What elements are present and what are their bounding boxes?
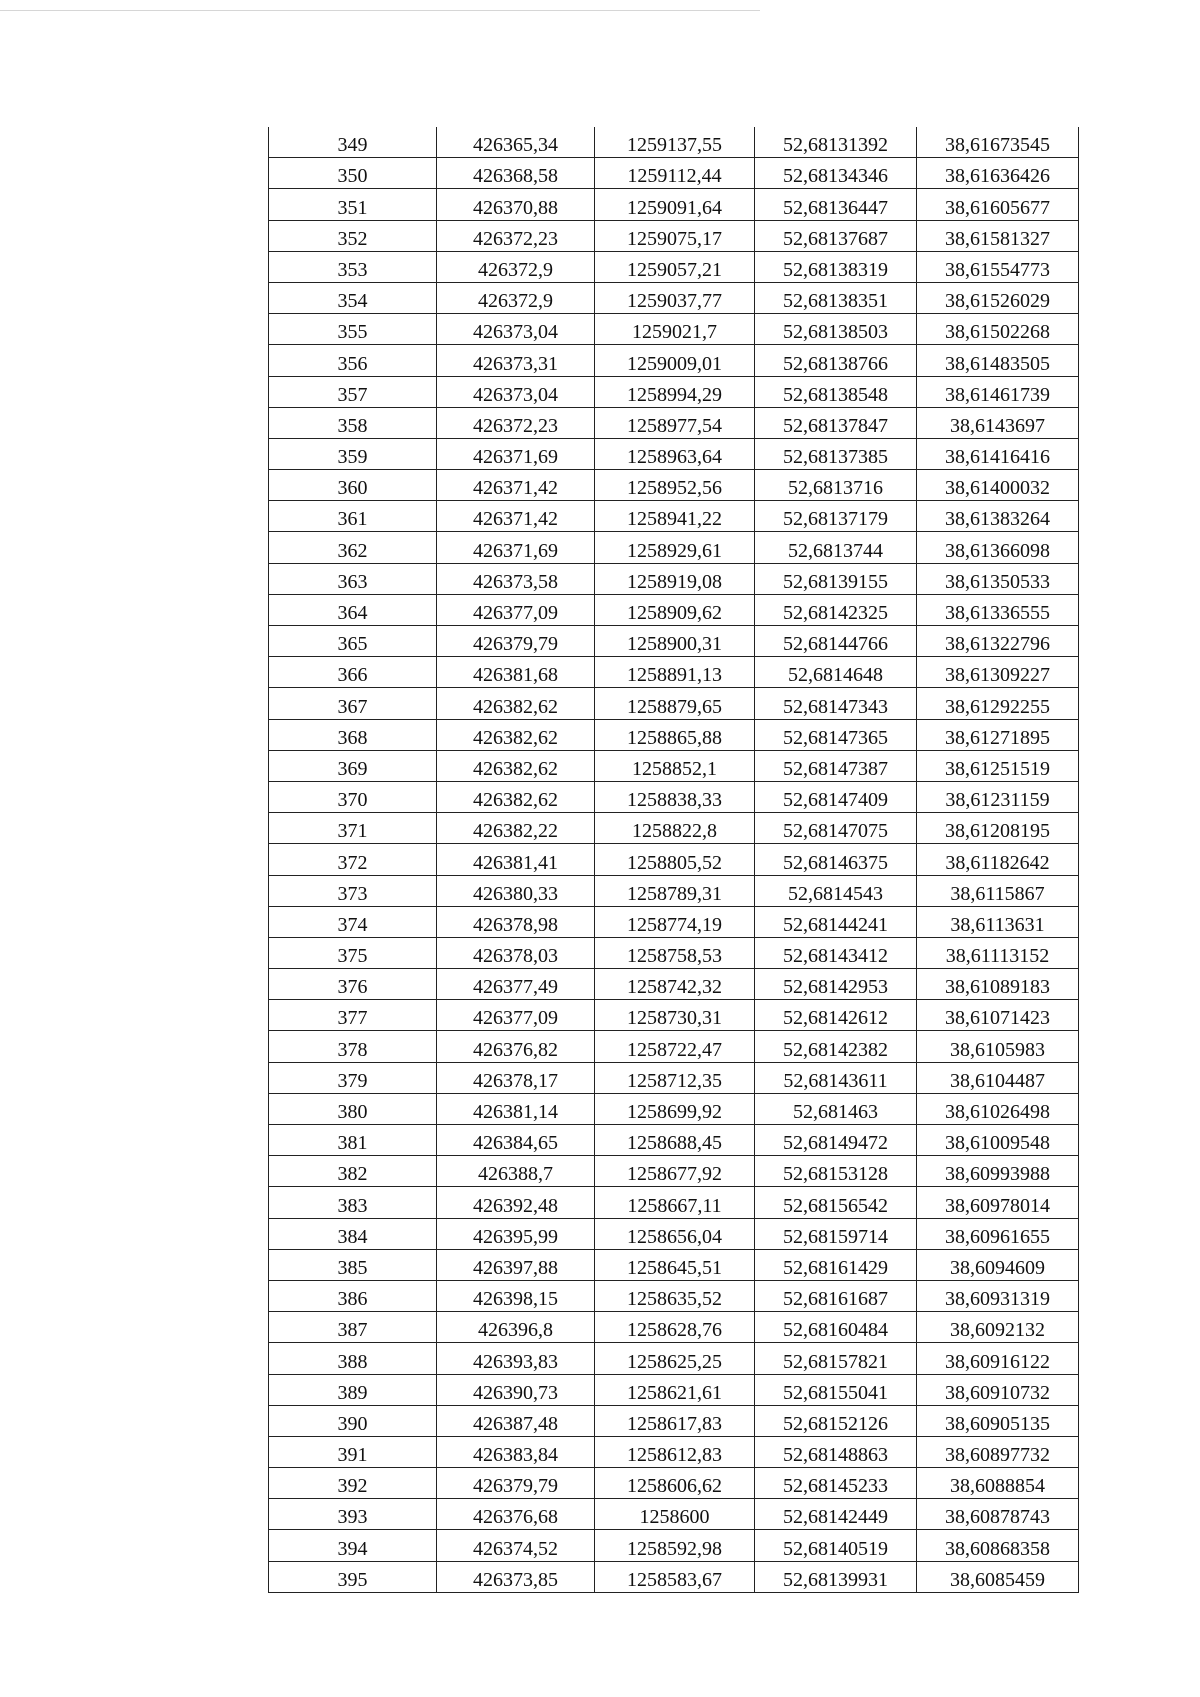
point-number-cell: 394 <box>269 1530 437 1561</box>
x-coordinate-cell: 426371,42 <box>437 501 595 532</box>
x-coordinate-cell: 426376,68 <box>437 1499 595 1530</box>
latitude-cell: 52,68147387 <box>755 750 917 781</box>
y-coordinate-cell: 1258909,62 <box>595 594 755 625</box>
longitude-cell: 38,61113152 <box>917 937 1079 968</box>
longitude-cell: 38,61350533 <box>917 563 1079 594</box>
latitude-cell: 52,68137179 <box>755 501 917 532</box>
x-coordinate-cell: 426376,82 <box>437 1031 595 1062</box>
y-coordinate-cell: 1258929,61 <box>595 532 755 563</box>
y-coordinate-cell: 1258977,54 <box>595 407 755 438</box>
coordinates-table-body <box>269 127 1079 1592</box>
x-coordinate-cell: 426395,99 <box>437 1218 595 1249</box>
longitude-cell: 38,61400032 <box>917 470 1079 501</box>
table-row <box>269 750 1079 781</box>
y-coordinate-cell: 1258628,76 <box>595 1312 755 1343</box>
latitude-cell: 52,68142449 <box>755 1499 917 1530</box>
table-row <box>269 1468 1079 1499</box>
table-row <box>269 220 1079 251</box>
point-number-cell: 357 <box>269 376 437 407</box>
y-coordinate-cell: 1258865,88 <box>595 719 755 750</box>
point-number-cell: 386 <box>269 1280 437 1311</box>
point-number-cell: 371 <box>269 813 437 844</box>
point-number-cell: 378 <box>269 1031 437 1062</box>
table-row <box>269 844 1079 875</box>
longitude-cell: 38,6088854 <box>917 1468 1079 1499</box>
x-coordinate-cell: 426365,34 <box>437 127 595 158</box>
longitude-cell: 38,6104487 <box>917 1062 1079 1093</box>
point-number-cell: 381 <box>269 1125 437 1156</box>
coordinates-table-container <box>268 127 1078 1593</box>
latitude-cell: 52,68142325 <box>755 594 917 625</box>
y-coordinate-cell: 1258656,04 <box>595 1218 755 1249</box>
x-coordinate-cell: 426393,83 <box>437 1343 595 1374</box>
y-coordinate-cell: 1258730,31 <box>595 1000 755 1031</box>
x-coordinate-cell: 426379,79 <box>437 626 595 657</box>
point-number-cell: 351 <box>269 189 437 220</box>
y-coordinate-cell: 1258621,61 <box>595 1374 755 1405</box>
longitude-cell: 38,61026498 <box>917 1093 1079 1124</box>
latitude-cell: 52,68138351 <box>755 282 917 313</box>
latitude-cell: 52,68145233 <box>755 1468 917 1499</box>
table-row <box>269 1530 1079 1561</box>
point-number-cell: 361 <box>269 501 437 532</box>
x-coordinate-cell: 426371,42 <box>437 470 595 501</box>
longitude-cell: 38,61208195 <box>917 813 1079 844</box>
point-number-cell: 360 <box>269 470 437 501</box>
y-coordinate-cell: 1258712,35 <box>595 1062 755 1093</box>
table-row <box>269 532 1079 563</box>
x-coordinate-cell: 426382,62 <box>437 688 595 719</box>
longitude-cell: 38,6105983 <box>917 1031 1079 1062</box>
y-coordinate-cell: 1259137,55 <box>595 127 755 158</box>
longitude-cell: 38,61231159 <box>917 781 1079 812</box>
latitude-cell: 52,68156542 <box>755 1187 917 1218</box>
point-number-cell: 389 <box>269 1374 437 1405</box>
latitude-cell: 52,68131392 <box>755 127 917 158</box>
x-coordinate-cell: 426380,33 <box>437 875 595 906</box>
x-coordinate-cell: 426377,49 <box>437 969 595 1000</box>
longitude-cell: 38,61366098 <box>917 532 1079 563</box>
x-coordinate-cell: 426381,68 <box>437 657 595 688</box>
point-number-cell: 380 <box>269 1093 437 1124</box>
y-coordinate-cell: 1258758,53 <box>595 937 755 968</box>
latitude-cell: 52,68143412 <box>755 937 917 968</box>
point-number-cell: 364 <box>269 594 437 625</box>
longitude-cell: 38,61009548 <box>917 1125 1079 1156</box>
point-number-cell: 352 <box>269 220 437 251</box>
y-coordinate-cell: 1258612,83 <box>595 1436 755 1467</box>
longitude-cell: 38,61502268 <box>917 314 1079 345</box>
longitude-cell: 38,61182642 <box>917 844 1079 875</box>
longitude-cell: 38,61322796 <box>917 626 1079 657</box>
latitude-cell: 52,68157821 <box>755 1343 917 1374</box>
x-coordinate-cell: 426378,98 <box>437 906 595 937</box>
point-number-cell: 375 <box>269 937 437 968</box>
table-row <box>269 937 1079 968</box>
y-coordinate-cell: 1258600 <box>595 1499 755 1530</box>
point-number-cell: 350 <box>269 158 437 189</box>
x-coordinate-cell: 426382,62 <box>437 750 595 781</box>
latitude-cell: 52,6813744 <box>755 532 917 563</box>
x-coordinate-cell: 426373,04 <box>437 314 595 345</box>
table-row <box>269 1280 1079 1311</box>
point-number-cell: 376 <box>269 969 437 1000</box>
point-number-cell: 359 <box>269 438 437 469</box>
latitude-cell: 52,68138503 <box>755 314 917 345</box>
table-row <box>269 501 1079 532</box>
latitude-cell: 52,68161429 <box>755 1249 917 1280</box>
x-coordinate-cell: 426377,09 <box>437 594 595 625</box>
point-number-cell: 384 <box>269 1218 437 1249</box>
x-coordinate-cell: 426383,84 <box>437 1436 595 1467</box>
latitude-cell: 52,68147343 <box>755 688 917 719</box>
y-coordinate-cell: 1258919,08 <box>595 563 755 594</box>
latitude-cell: 52,68137847 <box>755 407 917 438</box>
y-coordinate-cell: 1258952,56 <box>595 470 755 501</box>
y-coordinate-cell: 1258789,31 <box>595 875 755 906</box>
y-coordinate-cell: 1259112,44 <box>595 158 755 189</box>
table-row <box>269 906 1079 937</box>
point-number-cell: 366 <box>269 657 437 688</box>
x-coordinate-cell: 426374,52 <box>437 1530 595 1561</box>
table-row <box>269 376 1079 407</box>
table-row <box>269 626 1079 657</box>
x-coordinate-cell: 426373,04 <box>437 376 595 407</box>
latitude-cell: 52,68149472 <box>755 1125 917 1156</box>
x-coordinate-cell: 426373,31 <box>437 345 595 376</box>
longitude-cell: 38,61636426 <box>917 158 1079 189</box>
point-number-cell: 373 <box>269 875 437 906</box>
point-number-cell: 388 <box>269 1343 437 1374</box>
longitude-cell: 38,61673545 <box>917 127 1079 158</box>
point-number-cell: 391 <box>269 1436 437 1467</box>
table-row <box>269 251 1079 282</box>
latitude-cell: 52,68139155 <box>755 563 917 594</box>
latitude-cell: 52,6814543 <box>755 875 917 906</box>
table-row <box>269 875 1079 906</box>
table-row <box>269 563 1079 594</box>
table-row <box>269 1062 1079 1093</box>
longitude-cell: 38,60878743 <box>917 1499 1079 1530</box>
longitude-cell: 38,61292255 <box>917 688 1079 719</box>
table-row <box>269 1125 1079 1156</box>
longitude-cell: 38,61483505 <box>917 345 1079 376</box>
coordinates-table <box>268 127 1079 1593</box>
table-row <box>269 189 1079 220</box>
x-coordinate-cell: 426381,41 <box>437 844 595 875</box>
table-row <box>269 813 1079 844</box>
point-number-cell: 383 <box>269 1187 437 1218</box>
x-coordinate-cell: 426368,58 <box>437 158 595 189</box>
longitude-cell: 38,61461739 <box>917 376 1079 407</box>
x-coordinate-cell: 426382,62 <box>437 719 595 750</box>
y-coordinate-cell: 1258583,67 <box>595 1561 755 1592</box>
latitude-cell: 52,68159714 <box>755 1218 917 1249</box>
y-coordinate-cell: 1258667,11 <box>595 1187 755 1218</box>
x-coordinate-cell: 426378,17 <box>437 1062 595 1093</box>
table-row <box>269 1405 1079 1436</box>
latitude-cell: 52,68144766 <box>755 626 917 657</box>
point-number-cell: 372 <box>269 844 437 875</box>
y-coordinate-cell: 1258838,33 <box>595 781 755 812</box>
x-coordinate-cell: 426373,85 <box>437 1561 595 1592</box>
latitude-cell: 52,6813716 <box>755 470 917 501</box>
x-coordinate-cell: 426390,73 <box>437 1374 595 1405</box>
table-row <box>269 1436 1079 1467</box>
point-number-cell: 354 <box>269 282 437 313</box>
table-row <box>269 407 1079 438</box>
longitude-cell: 38,6094609 <box>917 1249 1079 1280</box>
point-number-cell: 369 <box>269 750 437 781</box>
point-number-cell: 379 <box>269 1062 437 1093</box>
x-coordinate-cell: 426371,69 <box>437 532 595 563</box>
latitude-cell: 52,68134346 <box>755 158 917 189</box>
longitude-cell: 38,60905135 <box>917 1405 1079 1436</box>
table-row <box>269 1499 1079 1530</box>
table-row <box>269 127 1079 158</box>
scan-edge-line <box>0 10 760 11</box>
x-coordinate-cell: 426378,03 <box>437 937 595 968</box>
latitude-cell: 52,68153128 <box>755 1156 917 1187</box>
latitude-cell: 52,68142612 <box>755 1000 917 1031</box>
latitude-cell: 52,68137687 <box>755 220 917 251</box>
x-coordinate-cell: 426396,8 <box>437 1312 595 1343</box>
longitude-cell: 38,61383264 <box>917 501 1079 532</box>
y-coordinate-cell: 1258617,83 <box>595 1405 755 1436</box>
point-number-cell: 385 <box>269 1249 437 1280</box>
point-number-cell: 358 <box>269 407 437 438</box>
point-number-cell: 363 <box>269 563 437 594</box>
table-row <box>269 719 1079 750</box>
longitude-cell: 38,60993988 <box>917 1156 1079 1187</box>
latitude-cell: 52,68142382 <box>755 1031 917 1062</box>
latitude-cell: 52,6814648 <box>755 657 917 688</box>
table-row <box>269 1218 1079 1249</box>
x-coordinate-cell: 426372,23 <box>437 220 595 251</box>
y-coordinate-cell: 1258963,64 <box>595 438 755 469</box>
longitude-cell: 38,61605677 <box>917 189 1079 220</box>
point-number-cell: 349 <box>269 127 437 158</box>
longitude-cell: 38,60910732 <box>917 1374 1079 1405</box>
point-number-cell: 370 <box>269 781 437 812</box>
table-row <box>269 1249 1079 1280</box>
y-coordinate-cell: 1258625,25 <box>595 1343 755 1374</box>
x-coordinate-cell: 426370,88 <box>437 189 595 220</box>
latitude-cell: 52,68161687 <box>755 1280 917 1311</box>
point-number-cell: 387 <box>269 1312 437 1343</box>
table-row <box>269 1187 1079 1218</box>
x-coordinate-cell: 426382,22 <box>437 813 595 844</box>
latitude-cell: 52,68138548 <box>755 376 917 407</box>
x-coordinate-cell: 426377,09 <box>437 1000 595 1031</box>
y-coordinate-cell: 1258606,62 <box>595 1468 755 1499</box>
latitude-cell: 52,68147365 <box>755 719 917 750</box>
table-row <box>269 282 1079 313</box>
y-coordinate-cell: 1258742,32 <box>595 969 755 1000</box>
point-number-cell: 368 <box>269 719 437 750</box>
latitude-cell: 52,68142953 <box>755 969 917 1000</box>
point-number-cell: 367 <box>269 688 437 719</box>
longitude-cell: 38,61089183 <box>917 969 1079 1000</box>
longitude-cell: 38,60961655 <box>917 1218 1079 1249</box>
y-coordinate-cell: 1258805,52 <box>595 844 755 875</box>
table-row <box>269 345 1079 376</box>
longitude-cell: 38,61554773 <box>917 251 1079 282</box>
x-coordinate-cell: 426388,7 <box>437 1156 595 1187</box>
latitude-cell: 52,68148863 <box>755 1436 917 1467</box>
latitude-cell: 52,68147409 <box>755 781 917 812</box>
x-coordinate-cell: 426371,69 <box>437 438 595 469</box>
latitude-cell: 52,68143611 <box>755 1062 917 1093</box>
table-row <box>269 1093 1079 1124</box>
y-coordinate-cell: 1259021,7 <box>595 314 755 345</box>
y-coordinate-cell: 1258592,98 <box>595 1530 755 1561</box>
longitude-cell: 38,61526029 <box>917 282 1079 313</box>
table-row <box>269 1343 1079 1374</box>
table-row <box>269 969 1079 1000</box>
y-coordinate-cell: 1259091,64 <box>595 189 755 220</box>
table-row <box>269 158 1079 189</box>
y-coordinate-cell: 1258994,29 <box>595 376 755 407</box>
longitude-cell: 38,6143697 <box>917 407 1079 438</box>
latitude-cell: 52,68140519 <box>755 1530 917 1561</box>
y-coordinate-cell: 1258722,47 <box>595 1031 755 1062</box>
table-row <box>269 1374 1079 1405</box>
longitude-cell: 38,61581327 <box>917 220 1079 251</box>
latitude-cell: 52,68152126 <box>755 1405 917 1436</box>
point-number-cell: 355 <box>269 314 437 345</box>
longitude-cell: 38,60897732 <box>917 1436 1079 1467</box>
x-coordinate-cell: 426398,15 <box>437 1280 595 1311</box>
x-coordinate-cell: 426379,79 <box>437 1468 595 1499</box>
point-number-cell: 362 <box>269 532 437 563</box>
latitude-cell: 52,68138319 <box>755 251 917 282</box>
table-row <box>269 470 1079 501</box>
point-number-cell: 392 <box>269 1468 437 1499</box>
table-row <box>269 1000 1079 1031</box>
x-coordinate-cell: 426397,88 <box>437 1249 595 1280</box>
y-coordinate-cell: 1258879,65 <box>595 688 755 719</box>
latitude-cell: 52,681463 <box>755 1093 917 1124</box>
longitude-cell: 38,61336555 <box>917 594 1079 625</box>
table-row <box>269 594 1079 625</box>
longitude-cell: 38,60931319 <box>917 1280 1079 1311</box>
point-number-cell: 395 <box>269 1561 437 1592</box>
table-row <box>269 781 1079 812</box>
x-coordinate-cell: 426372,23 <box>437 407 595 438</box>
point-number-cell: 365 <box>269 626 437 657</box>
longitude-cell: 38,60916122 <box>917 1343 1079 1374</box>
table-row <box>269 1312 1079 1343</box>
y-coordinate-cell: 1258852,1 <box>595 750 755 781</box>
longitude-cell: 38,6085459 <box>917 1561 1079 1592</box>
longitude-cell: 38,61309227 <box>917 657 1079 688</box>
longitude-cell: 38,6115867 <box>917 875 1079 906</box>
table-row <box>269 1031 1079 1062</box>
y-coordinate-cell: 1259009,01 <box>595 345 755 376</box>
longitude-cell: 38,61416416 <box>917 438 1079 469</box>
x-coordinate-cell: 426372,9 <box>437 282 595 313</box>
x-coordinate-cell: 426372,9 <box>437 251 595 282</box>
latitude-cell: 52,68138766 <box>755 345 917 376</box>
y-coordinate-cell: 1258774,19 <box>595 906 755 937</box>
y-coordinate-cell: 1258900,31 <box>595 626 755 657</box>
longitude-cell: 38,61251519 <box>917 750 1079 781</box>
table-row <box>269 1156 1079 1187</box>
table-row <box>269 688 1079 719</box>
point-number-cell: 393 <box>269 1499 437 1530</box>
y-coordinate-cell: 1259075,17 <box>595 220 755 251</box>
latitude-cell: 52,68146375 <box>755 844 917 875</box>
point-number-cell: 390 <box>269 1405 437 1436</box>
longitude-cell: 38,6092132 <box>917 1312 1079 1343</box>
point-number-cell: 374 <box>269 906 437 937</box>
latitude-cell: 52,68144241 <box>755 906 917 937</box>
y-coordinate-cell: 1258635,52 <box>595 1280 755 1311</box>
x-coordinate-cell: 426387,48 <box>437 1405 595 1436</box>
longitude-cell: 38,61071423 <box>917 1000 1079 1031</box>
longitude-cell: 38,60868358 <box>917 1530 1079 1561</box>
x-coordinate-cell: 426392,48 <box>437 1187 595 1218</box>
x-coordinate-cell: 426382,62 <box>437 781 595 812</box>
y-coordinate-cell: 1258645,51 <box>595 1249 755 1280</box>
table-row <box>269 657 1079 688</box>
x-coordinate-cell: 426373,58 <box>437 563 595 594</box>
latitude-cell: 52,68160484 <box>755 1312 917 1343</box>
y-coordinate-cell: 1258699,92 <box>595 1093 755 1124</box>
longitude-cell: 38,61271895 <box>917 719 1079 750</box>
point-number-cell: 377 <box>269 1000 437 1031</box>
y-coordinate-cell: 1258941,22 <box>595 501 755 532</box>
point-number-cell: 382 <box>269 1156 437 1187</box>
longitude-cell: 38,6113631 <box>917 906 1079 937</box>
table-row <box>269 314 1079 345</box>
latitude-cell: 52,68136447 <box>755 189 917 220</box>
point-number-cell: 353 <box>269 251 437 282</box>
y-coordinate-cell: 1258891,13 <box>595 657 755 688</box>
y-coordinate-cell: 1258677,92 <box>595 1156 755 1187</box>
x-coordinate-cell: 426384,65 <box>437 1125 595 1156</box>
latitude-cell: 52,68137385 <box>755 438 917 469</box>
point-number-cell: 356 <box>269 345 437 376</box>
table-row <box>269 1561 1079 1592</box>
latitude-cell: 52,68147075 <box>755 813 917 844</box>
y-coordinate-cell: 1259057,21 <box>595 251 755 282</box>
latitude-cell: 52,68155041 <box>755 1374 917 1405</box>
y-coordinate-cell: 1258822,8 <box>595 813 755 844</box>
y-coordinate-cell: 1258688,45 <box>595 1125 755 1156</box>
table-row <box>269 438 1079 469</box>
longitude-cell: 38,60978014 <box>917 1187 1079 1218</box>
x-coordinate-cell: 426381,14 <box>437 1093 595 1124</box>
latitude-cell: 52,68139931 <box>755 1561 917 1592</box>
y-coordinate-cell: 1259037,77 <box>595 282 755 313</box>
